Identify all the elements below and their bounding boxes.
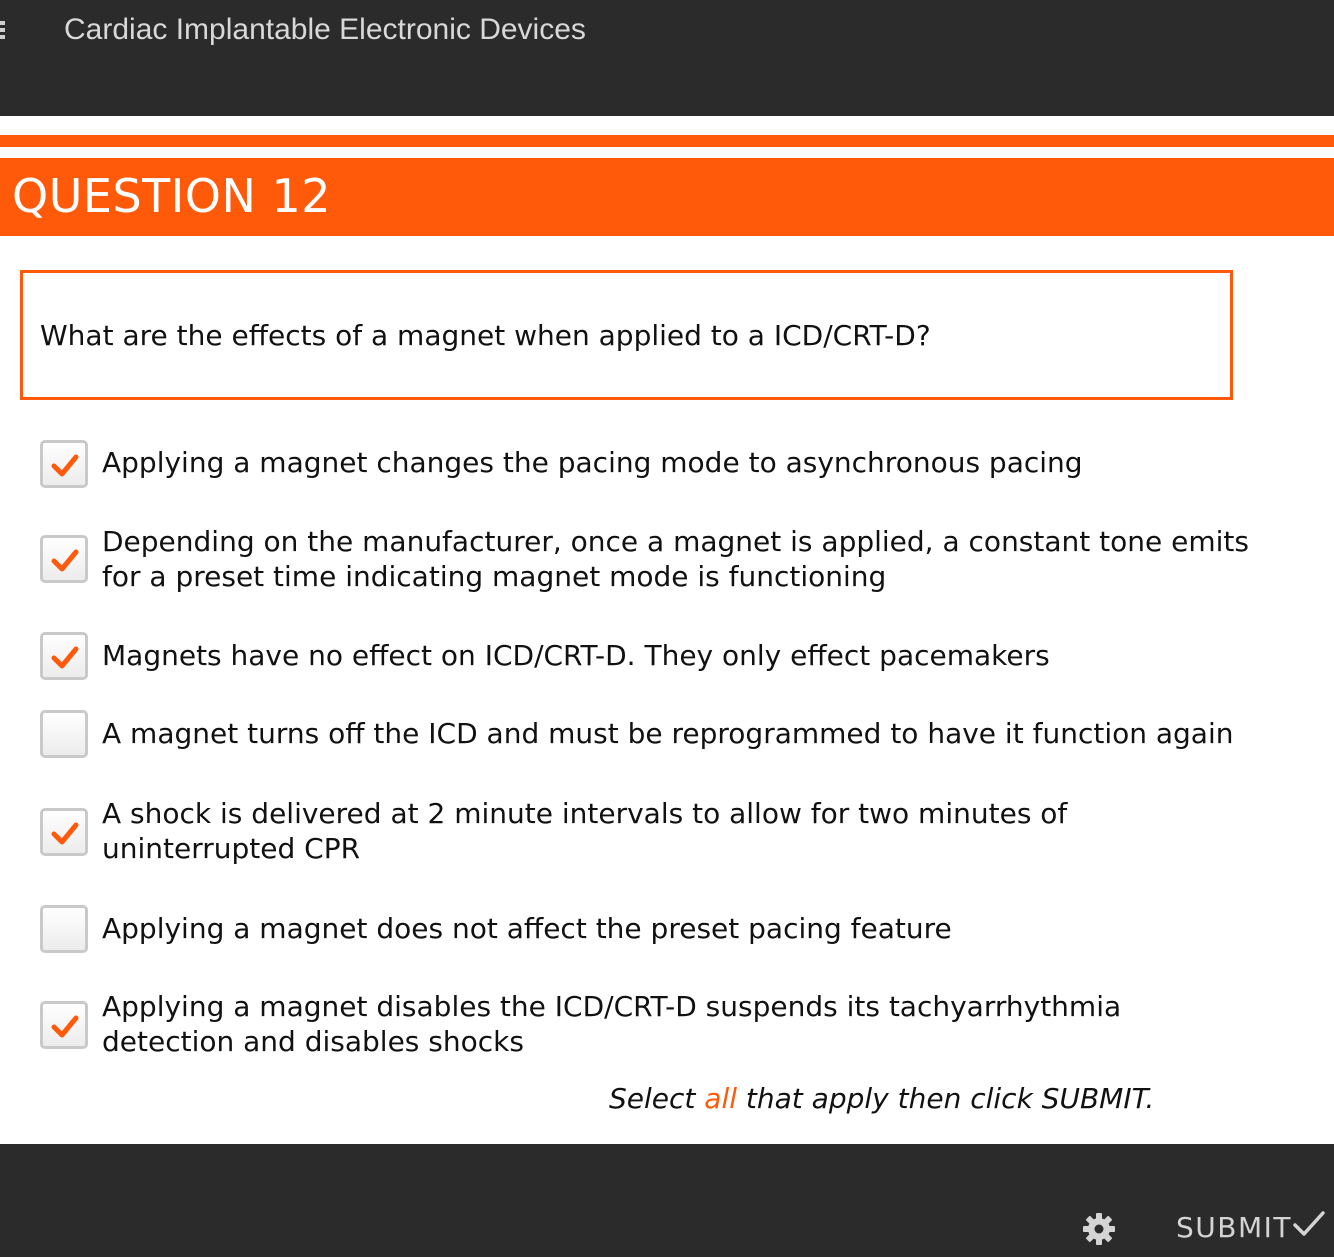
checkmark-icon bbox=[50, 643, 80, 671]
answer-label-continued: uninterrupted CPR bbox=[102, 832, 361, 865]
instruction-lead: Select bbox=[609, 1082, 705, 1115]
answer-checkbox-checked[interactable] bbox=[40, 1001, 88, 1049]
top-app-bar bbox=[0, 0, 1334, 116]
instruction-text bbox=[609, 1081, 1154, 1117]
answer-checkbox[interactable] bbox=[40, 905, 88, 953]
answer-label: Depending on the manufacturer, once a magnet is applied, a constant tone emits bbox=[102, 525, 1249, 558]
checkmark-icon bbox=[1292, 1209, 1326, 1243]
answer-label-continued: for a preset time indicating magnet mode is functioning bbox=[102, 560, 887, 593]
answer-label: A shock is delivered at 2 minute intervals to allow for two minutes of bbox=[102, 797, 1068, 830]
instruction-emphasis: all bbox=[704, 1082, 737, 1115]
answer-label: A magnet turns off the ICD and must be reprogrammed to have it function again bbox=[102, 717, 1234, 750]
answer-label: Applying a magnet changes the pacing mode to asynchronous pacing bbox=[102, 446, 1083, 479]
answer-label: Applying a magnet disables the ICD/CRT-D suspends its tachyarrhythmia bbox=[102, 990, 1122, 1023]
answer-checkbox[interactable] bbox=[40, 710, 88, 758]
answer-label: Magnets have no effect on ICD/CRT-D. They only effect pacemakers bbox=[102, 639, 1050, 672]
answer-checkbox-checked[interactable] bbox=[40, 808, 88, 856]
answer-checkbox-checked[interactable] bbox=[40, 440, 88, 488]
answer-label-continued: detection and disables shocks bbox=[102, 1025, 524, 1058]
answer-checkbox-checked[interactable] bbox=[40, 535, 88, 583]
submit-button[interactable] bbox=[1176, 1206, 1328, 1250]
question-prompt: What are the effects of a magnet when applied to a ICD/CRT-D? bbox=[40, 319, 931, 352]
accent-divider bbox=[0, 135, 1334, 147]
bottom-toolbar bbox=[0, 1144, 1334, 1257]
answer-checkbox-checked[interactable] bbox=[40, 632, 88, 680]
menu-icon[interactable] bbox=[0, 21, 6, 43]
checkmark-icon bbox=[50, 1012, 80, 1040]
gear-icon[interactable] bbox=[1081, 1211, 1117, 1247]
submit-label: SUBMIT bbox=[1176, 1211, 1292, 1244]
checkmark-icon bbox=[50, 451, 80, 479]
question-heading: QUESTION 12 bbox=[12, 169, 332, 223]
checkmark-icon bbox=[50, 546, 80, 574]
answer-label: Applying a magnet does not affect the preset pacing feature bbox=[102, 912, 952, 945]
instruction-tail: that apply then click SUBMIT. bbox=[737, 1082, 1155, 1115]
checkmark-icon bbox=[50, 819, 80, 847]
app-title: Cardiac Implantable Electronic Devices bbox=[64, 13, 586, 46]
